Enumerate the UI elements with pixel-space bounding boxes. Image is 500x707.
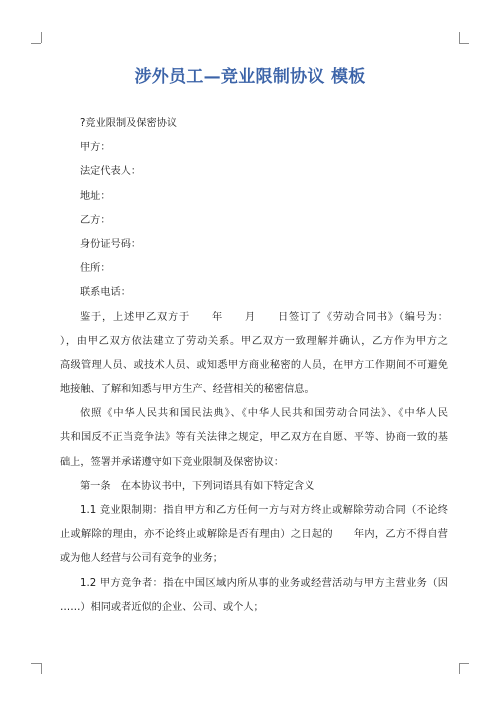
- crop-mark-bottom-left-h: [31, 663, 41, 664]
- agreement-heading: ?竞业限制及保密协议: [80, 118, 178, 129]
- crop-mark-top-right-h: [459, 43, 469, 44]
- whereas-line-3: 高级管理人员、或技术人员、或知悉甲方商业秘密的人员，在甲方工作期间不可避免: [60, 359, 448, 371]
- crop-mark-top-left-h: [31, 43, 41, 44]
- address-field: 地址：: [80, 190, 111, 202]
- residence-field: 住所：: [80, 263, 111, 275]
- whereas-line-1: 鉴于，上述甲乙双方于 年 月 日签订了《劳动合同书》（编号为：: [80, 311, 448, 323]
- party-b-field: 乙方：: [80, 214, 111, 226]
- clause-1-2-line-2: ……）相同或者近似的企业、公司、或个人；: [60, 601, 264, 613]
- crop-mark-bottom-right-h: [459, 663, 469, 664]
- crop-mark-bottom-left-v: [41, 663, 42, 674]
- crop-mark-top-left-v: [41, 32, 42, 43]
- clause-1-1-line-3: 或为他人经营与公司有竞争的业务；: [60, 553, 223, 565]
- crop-mark-top-right-v: [459, 32, 460, 43]
- document-body: [60, 112, 448, 620]
- clause-1-2-line-1: 1.2 甲方竞争者：指在中国区域内所从事的业务或经营活动与甲方主营业务（因: [80, 577, 448, 589]
- legal-representative-field: 法定代表人：: [80, 166, 142, 178]
- id-number-field: 身份证号码：: [80, 238, 142, 250]
- clause-1-1-line-2: 止或解除的理由，亦不论终止或解除是否有理由）之日起的 年内，乙方不得自营: [60, 529, 448, 541]
- basis-line-1: 依照《中华人民共和国民法典》、《中华人民共和国劳动合同法》、《中华人民: [80, 408, 448, 420]
- document-title: 涉外员工—竞业限制协议 模板: [134, 67, 366, 87]
- article-1-heading: 第一条 在本协议书中，下列词语具有如下特定含义: [80, 480, 315, 492]
- crop-mark-bottom-right-v: [459, 663, 460, 674]
- clause-1-1-line-1: 1.1 竞业限制期：指自甲方和乙方任何一方与对方终止或解除劳动合同（不论终: [80, 505, 448, 516]
- party-a-field: 甲方：: [80, 142, 111, 154]
- basis-line-2: 共和国反不正当竞争法》等有关法律之规定，甲乙双方在自愿、平等、协商一致的基: [60, 432, 448, 444]
- whereas-line-4: 地接触、了解和知悉与甲方生产、经营相关的秘密信息。: [60, 384, 315, 396]
- phone-field: 联系电话：: [80, 287, 131, 299]
- whereas-line-2: ），由甲乙双方依法建立了劳动关系。甲乙双方一致理解并确认，乙方作为甲方之: [60, 335, 448, 347]
- basis-line-3: 础上，签署并承诺遵守如下竞业限制及保密协议：: [60, 456, 285, 468]
